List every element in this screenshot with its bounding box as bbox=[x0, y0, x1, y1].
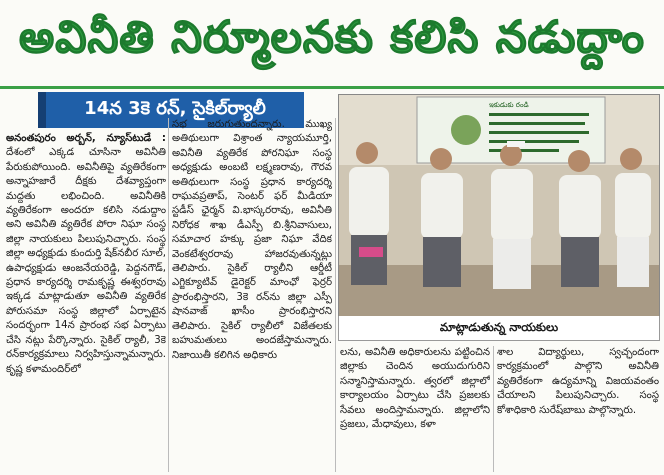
dateline: అనంతపురం అర్బన్, న్యూస్‌టుడే : bbox=[6, 133, 166, 144]
photo-caption: మాట్లాడుతున్న నాయకులు bbox=[439, 319, 559, 334]
column-divider bbox=[493, 346, 494, 472]
article-column-3 bbox=[340, 346, 490, 472]
article-column-2 bbox=[172, 118, 332, 472]
column-divider bbox=[335, 118, 336, 472]
article-column-3-text: లను, అవినీతి అధికారులను పట్టించిన జిల్లాకు చెందిన అయుదుగురిని సన్మానిస్తామన్నారు. త్వరలో జిల్లాలో కార్యాలయం ఏర్పాటు చేసి ప్రజలకు సేవలు అందిస్తామన్నారు. జిల్లాలోని ప్రజలు, మేధావులు, కళా bbox=[340, 347, 490, 431]
article-column-4 bbox=[497, 346, 659, 472]
banner-text: ఇకుడుకు రండి bbox=[489, 101, 529, 109]
subheadline-text: 14న 3కె రన్, సైకిల్‌ర్యాలీ bbox=[84, 97, 266, 119]
headline-rule bbox=[0, 86, 664, 89]
headline bbox=[0, 0, 664, 86]
article-column-1 bbox=[6, 132, 166, 472]
news-photo bbox=[338, 94, 660, 318]
headline-text: అవినీతి నిర్మూలనకు కలిసి నడుద్దాం bbox=[19, 12, 645, 63]
column-divider bbox=[168, 118, 169, 472]
photo-caption-box bbox=[338, 316, 660, 341]
article-column-4-text: శాల విద్యార్థులు, స్వచ్ఛందంగా కార్యక్రమంలో పాల్గొని అవినీతి వ్యతిరేకంగా ఉద్యమాన్ని విజయవంతం చేయాలని పిలుపునిచ్చారు. సంస్థ కోశాధికారి సురేష్‌బాబు పాల్గొన్నారు. bbox=[497, 347, 659, 416]
leaders-photo-illustration bbox=[339, 95, 659, 317]
article-column-2-text: సభ జరుగుతుందన్నారు. ముఖ్య అతిథులుగా విశ్రాంత న్యాయమూర్తి, అవినీతి వ్యతిరేక పోరనిఘా సంస్థ అధ్యక్షుడు అంబటి లక్ష్మణరావు, గౌరవ అతిథులుగా సంస్థ ప్రధాన కార్యదర్శి రాఘవప్రతాప్, సెంటర్ ఫర్ మీడియా స్టడీస్ ఛైర్మన్ వి.భాస్కరరావు, అవినీతి నిరోధక శాఖ డీఎస్పీ బి.శ్రీనివాసులు, సమాచార హక్కు ప్రజా నిఘా వేదిక వెంకటేశ్వరరావు హాజరవుతున్నట్లు తెలిపారు. సైకిల్ ర్యాలీని ఆర్డీటీ ఎగ్జిక్యూటివ్ డైరెక్టర్ మాంఛో ఫెర్రర్ ప్రారంభిస్తారని, 3కె రన్‌ను జిల్లా ఎస్పీ షానవాజ్ ఖాసీం ప్రారంభిస్తారని తెలిపారు. సైకిల్ ర్యాలీలో విజేతలకు బహుమతులు అందజేస్తామన్నారు. నిజాయితీ కలిగిన అధికారు bbox=[172, 119, 332, 361]
article-column-1-text: దేశంలో ఎక్కడ చూసినా అవినీతి పేరుకుపోయింది. అవినీతిపై వ్యతిరేకంగా అన్నాహజారే దీక్షకు దేశవ్యాప్తంగా మద్దతు లభించింది. అవినీతికి వ్యతిరేకంగా అందరూ కలిసి నడుద్దాం అని అవినీతి వ్యతిరేక పోరా నిఘా సంస్థ జిల్లా నాయకులు పిలుపునిచ్చారు. సంస్థ జిల్లా అధ్యక్షుడు కుందుర్తి షేక్‌నబీర సూల్, ఉపాధ్యక్షుడు ఆంజనేయరెడ్డి, పెద్దనగౌడ్, ప్రధాన కార్యదర్శి రామకృష్ణ ఈశ్వరరావు ఇక్కడ మాట్లాడుతూ అవినీతి వ్యతిరేక పోరుసమా సంస్థ జిల్లాలో ఏర్పాటైన సందర్భంగా 14న ప్రారంభ సభ ఏర్పాటు చేసి నట్లు పేర్కొన్నారు. సైకిల్ ర్యాలీ, 3కె రన్‌కార్యక్రమాలు నిర్వహిస్తున్నామన్నారు. కృష్ణ కళామందిర్‌లో bbox=[6, 147, 166, 375]
